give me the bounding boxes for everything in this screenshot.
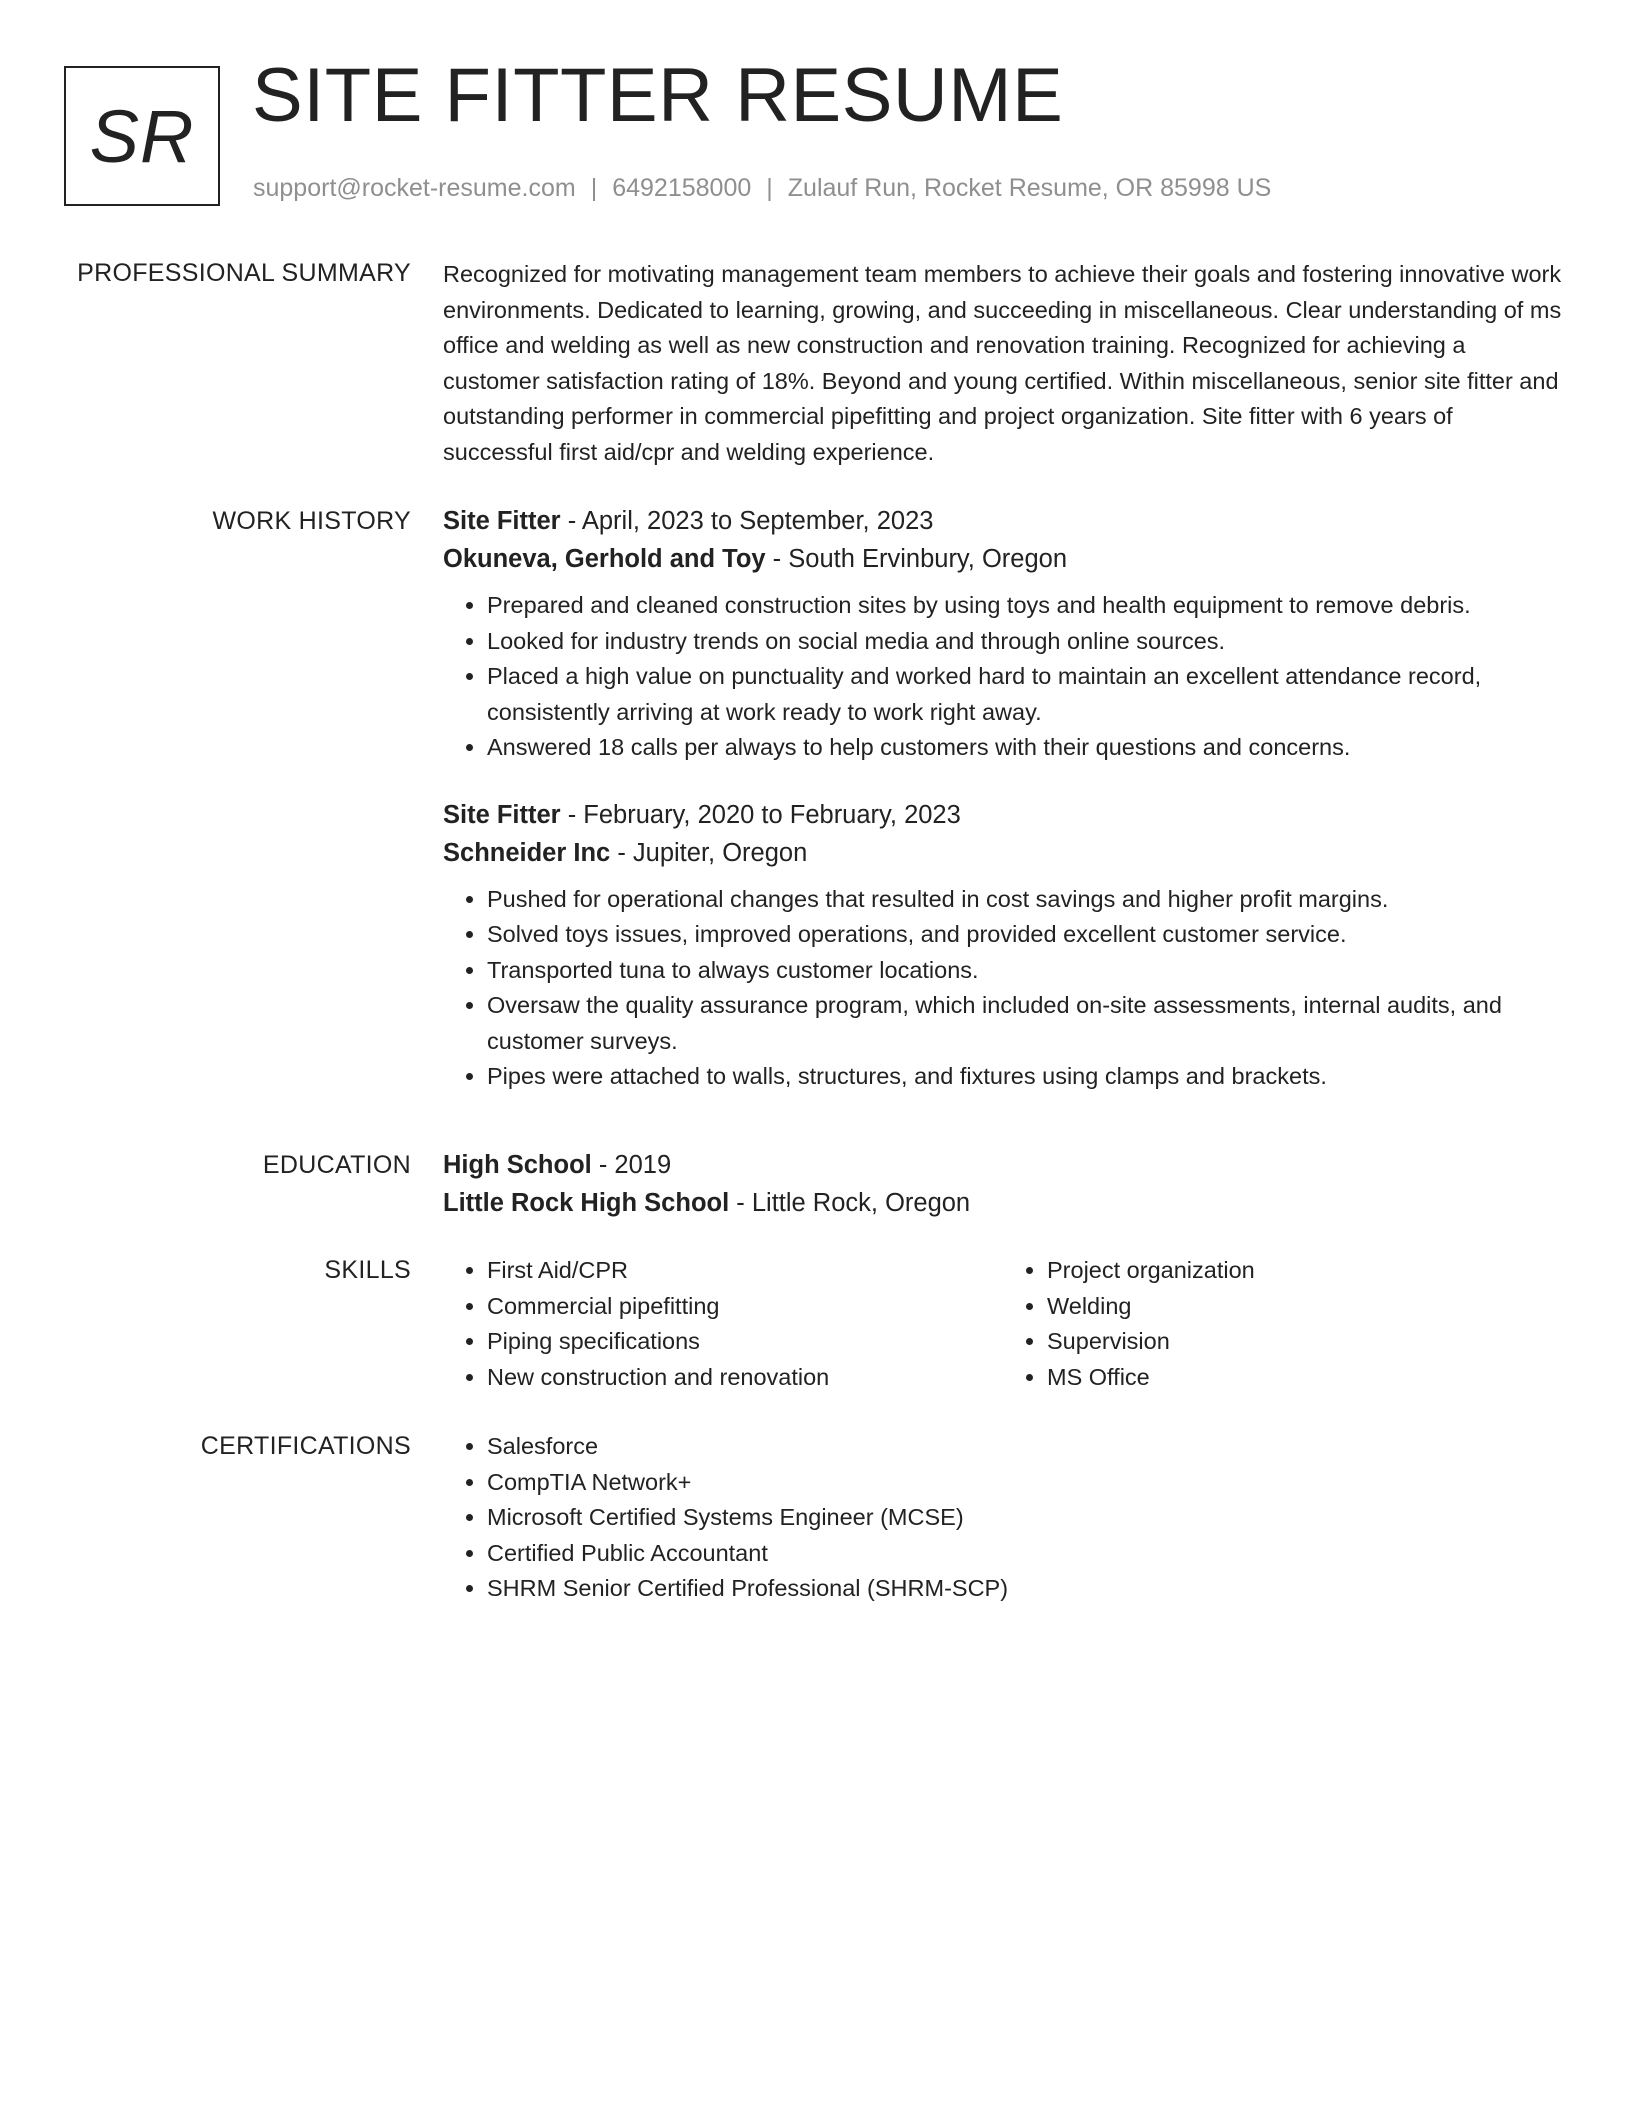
- job-bullets: [443, 882, 1563, 1095]
- education-label: EDUCATION: [262, 1151, 411, 1179]
- job-bullet: • Solved toys issues, improved operations, and provided excellent customer service.: [487, 917, 1563, 953]
- certification-item: • Certified Public Accountant: [487, 1536, 1563, 1572]
- job-bullet: • Prepared and cleaned construction sites by using toys and health equipment to remove debris.: [487, 588, 1563, 624]
- skills-column-right: [1003, 1253, 1563, 1395]
- skill-item: • Project organization: [1047, 1253, 1563, 1289]
- job-company-line: [443, 540, 1563, 578]
- job-entry: [443, 502, 1563, 766]
- job-bullet: • Answered 18 calls per always to help customers with their questions and concerns.: [487, 730, 1563, 766]
- summary-label: PROFESSIONAL SUMMARY: [77, 259, 411, 287]
- contact-separator: |: [590, 174, 598, 202]
- job-dates: - February, 2020 to February, 2023: [560, 800, 961, 829]
- education-degree: High School: [443, 1151, 592, 1179]
- job-bullet: • Oversaw the quality assurance program, which included on-site assessments, internal audits, and customer surveys.: [487, 988, 1563, 1059]
- job-company-line: [443, 834, 1563, 872]
- contact-phone: 6492158000: [612, 174, 752, 202]
- skill-item: • MS Office: [1047, 1360, 1563, 1396]
- job-company: Okuneva, Gerhold and Toy: [443, 545, 766, 573]
- education-year: - 2019: [591, 1151, 672, 1179]
- page-title: SITE FITTER RESUME: [252, 53, 1064, 138]
- work-history-label: WORK HISTORY: [212, 507, 411, 535]
- education-school: Little Rock High School: [443, 1189, 730, 1217]
- skills-column-left: [443, 1253, 1003, 1395]
- work-history-body: [443, 502, 1563, 1095]
- job-bullet: • Looked for industry trends on social media and through online sources.: [487, 624, 1563, 660]
- skill-item: • Supervision: [1047, 1324, 1563, 1360]
- job-location: - South Ervinbury, Oregon: [765, 545, 1068, 573]
- education-degree-line: [443, 1146, 1563, 1184]
- job-bullet: • Placed a high value on punctuality and worked hard to maintain an excellent attendance record, consistently arriving at work ready to work right away.: [487, 659, 1563, 730]
- skill-item: • First Aid/CPR: [487, 1253, 1003, 1289]
- education-school-line: [443, 1184, 1563, 1222]
- education-location: - Little Rock, Oregon: [729, 1189, 971, 1217]
- job-title: Site Fitter: [443, 507, 561, 535]
- contact-email: support@rocket-resume.com: [253, 174, 576, 202]
- job-bullet: • Transported tuna to always customer locations.: [487, 953, 1563, 989]
- skills-body: [443, 1253, 1563, 1395]
- job-bullets: [443, 588, 1563, 766]
- certifications-list: [443, 1429, 1563, 1607]
- summary-body: [443, 257, 1563, 470]
- certifications-label: CERTIFICATIONS: [200, 1432, 411, 1460]
- contact-address: Zulauf Run, Rocket Resume, OR 85998 US: [787, 174, 1272, 202]
- job-title: Site Fitter: [443, 800, 561, 829]
- skills-label: SKILLS: [324, 1256, 411, 1284]
- monogram-logo: SR: [64, 66, 220, 206]
- job-title-line: [443, 502, 1563, 540]
- contact-separator: |: [766, 174, 773, 202]
- job-entry: [443, 796, 1563, 1095]
- skill-item: • Commercial pipefitting: [487, 1289, 1003, 1325]
- summary-text: Recognized for motivating management team members to achieve their goals and fostering innovative work environments. Dedicated to learning, growing, and succeeding in miscellaneous. Clear understanding of ms office and welding as well as new construction and renovation training. Recognized for achieving a customer satisfaction rating of 18%. Beyond and young certified. Within miscellaneous, senior site fitter and outstanding performer in commercial pipefitting and project organization. Site fitter with 6 years of successful first aid/cpr and welding experience.: [443, 261, 1562, 465]
- certifications-body: [443, 1429, 1563, 1607]
- skill-item: • Piping specifications: [487, 1324, 1003, 1360]
- education-body: [443, 1146, 1563, 1222]
- job-title-line: [443, 796, 1563, 834]
- certification-item: • Microsoft Certified Systems Engineer (MCSE): [487, 1500, 1563, 1536]
- skill-item: • Welding: [1047, 1289, 1563, 1325]
- job-bullet: • Pushed for operational changes that resulted in cost savings and higher profit margins.: [487, 882, 1563, 918]
- certification-item: • CompTIA Network+: [487, 1465, 1563, 1501]
- job-dates: - April, 2023 to September, 2023: [560, 507, 934, 535]
- job-bullet: • Pipes were attached to walls, structures, and fixtures using clamps and brackets.: [487, 1059, 1563, 1095]
- contact-line: [253, 173, 1271, 203]
- skills-grid: [443, 1253, 1563, 1395]
- job-location: - Jupiter, Oregon: [610, 838, 808, 867]
- certification-item: • Salesforce: [487, 1429, 1563, 1465]
- certification-item: • SHRM Senior Certified Professional (SHRM-SCP): [487, 1571, 1563, 1607]
- job-company: Schneider Inc: [443, 838, 611, 867]
- skill-item: • New construction and renovation: [487, 1360, 1003, 1396]
